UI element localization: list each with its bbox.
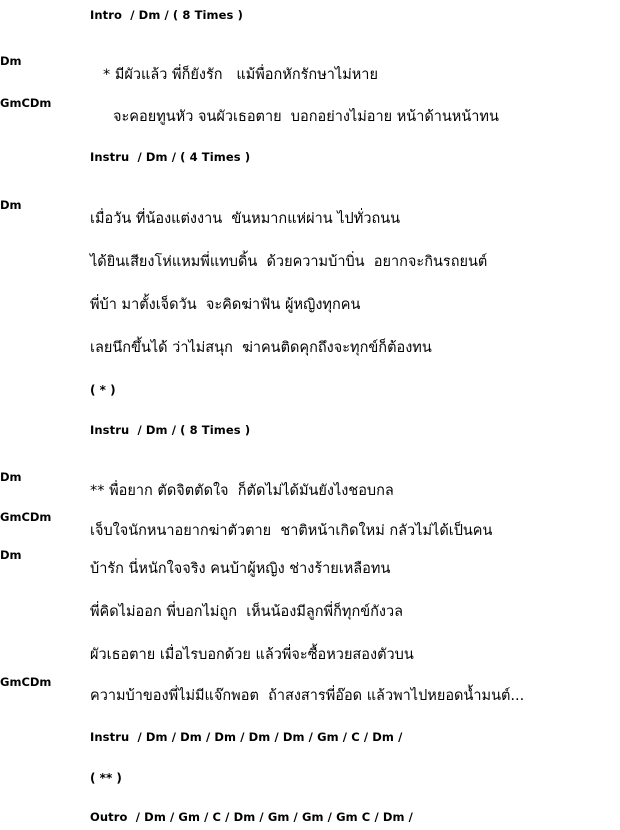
lyric-line: ผัวเธอตาย เมื่อไรบอกด้วย แล้วพี่จะซื้อหวยสองตัวบน	[90, 647, 414, 663]
section-name: Instru	[90, 730, 130, 744]
section-name: Instru	[90, 150, 130, 164]
chord-label: C	[21, 510, 30, 524]
chord-label: Dm	[29, 96, 52, 110]
section-header-instru2	[90, 425, 250, 437]
chord-row-chorus1_chordline2	[0, 92, 620, 110]
chord-label: Dm	[29, 510, 52, 524]
chord-label: Gm	[0, 96, 22, 110]
section-header-intro	[90, 10, 243, 22]
section-progression: / Dm / ( 8 Times )	[130, 8, 243, 22]
chord-label: Dm	[0, 54, 22, 68]
repeat-marker-repeat2: ( ** )	[90, 771, 122, 785]
section-header-instru1	[90, 152, 250, 164]
section-name: Intro	[90, 8, 123, 22]
chord-label: Gm	[0, 675, 22, 689]
lyric-line: เมื่อวัน ที่น้องแต่งงาน ขันหมากแห่ผ่าน ไปทั่วถนน	[90, 211, 401, 227]
chord-label: Dm	[29, 675, 52, 689]
chord-row-chorus2_chordline1	[0, 466, 620, 484]
chord-label: Dm	[0, 198, 22, 212]
chord-label: Dm	[0, 548, 22, 562]
section-name: Outro	[90, 810, 128, 824]
lyric-line: เจ็บใจนักหนาอยากฆ่าตัวตาย ชาติหน้าเกิดใหม่ กลัวไม่ได้เป็นคน	[90, 523, 493, 539]
section-progression: / Dm / Gm / C / Dm / Gm / Gm / Gm C / Dm /	[135, 810, 413, 824]
chord-row-chorus2_chordline4	[0, 671, 620, 689]
lyric-line: พี่คิดไม่ออก พี่บอกไม่ถูก เห็นน้องมีลูกพี่ก็ทุกข์กังวล	[90, 604, 404, 620]
lyric-line: จะคอยทูนหัว จนผัวเธอตาย บอกอย่างไม่อาย หน้าด้านหน้าทน	[113, 109, 499, 125]
chord-row-chorus1_chordline1	[0, 50, 620, 68]
chord-row-chorus2_chordline2	[0, 506, 620, 524]
lyric-line: ** พื่อยาก ตัดจิตตัดใจ ก็ตัดไม่ได้มันยังไงชอบกล	[90, 483, 394, 499]
lyric-line: พี่บ้า มาตั้งเจ็ดวัน จะคิดฆ่าฟัน ผู้หญิงทุกคน	[90, 297, 361, 313]
section-progression: / Dm / ( 4 Times )	[137, 150, 251, 164]
section-header-outro	[90, 812, 413, 824]
section-name: Instru	[90, 423, 130, 437]
chord-label: C	[21, 96, 30, 110]
section-progression: / Dm / Dm / Dm / Dm / Dm / Gm / C / Dm /	[137, 730, 403, 744]
section-header-instru3	[90, 732, 402, 744]
lyric-line: * มีผัวแล้ว พี่ก็ยังรัก แม้พื่อกหักรักษาไม่หาย	[103, 67, 378, 83]
chord-row-chorus2_chordline3	[0, 544, 620, 562]
chord-row-verse1_chordline	[0, 194, 620, 212]
chord-label: Dm	[0, 470, 22, 484]
repeat-marker-repeat1: ( * )	[90, 383, 116, 397]
lyric-line: ได้ยินเสียงโห่แหมพี่แทบดิ้น ด้วยความบ้าบิ่น อยากจะกินรถยนต์	[90, 254, 488, 270]
chord-label: C	[21, 675, 30, 689]
lyric-line: ความบ้าของพี่ไม่มีแจ๊กพอต ถ้าสงสารพี่อ๊อด แล้วพาไปหยอดน้ำมนต์...	[90, 688, 525, 704]
chord-label: Gm	[0, 510, 22, 524]
section-progression: / Dm / ( 8 Times )	[137, 423, 251, 437]
lyric-line: บ้ารัก นี่หนักใจจริง คนบ้าผู้หญิง ช่างร้ายเหลือทน	[90, 561, 391, 577]
lyric-line: เลยนึกขึ้นได้ ว่าไม่สนุก ฆ่าคนติดคุกถึงจะทุกข์ก็ต้องทน	[90, 340, 432, 356]
